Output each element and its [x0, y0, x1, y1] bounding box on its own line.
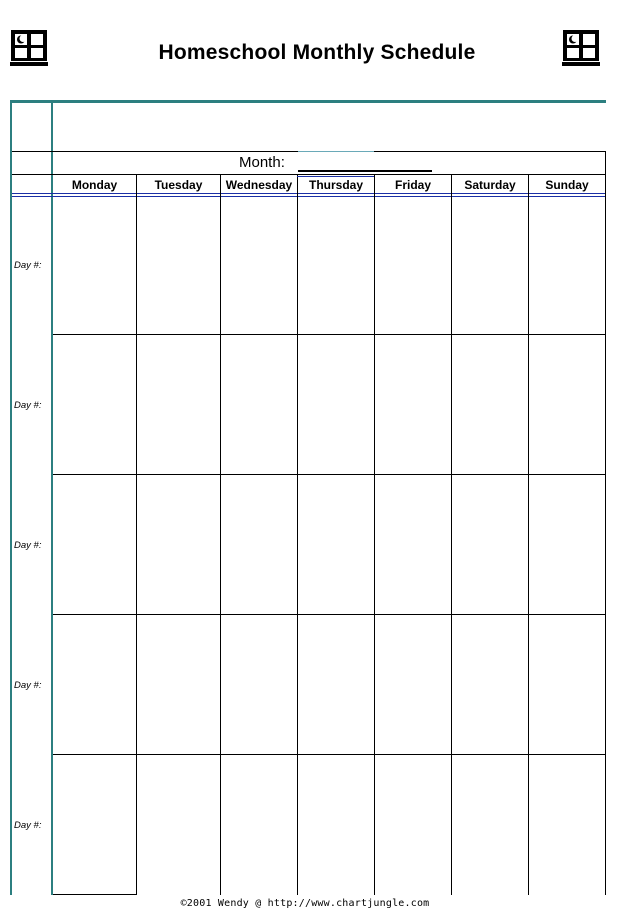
- copyright-footer: ©2001 Wendy @ http://www.chartjungle.com: [180, 898, 430, 909]
- thursday-header-highlight: [297, 176, 374, 177]
- column-divider: [136, 174, 137, 895]
- day-header-tuesday: Tuesday: [154, 178, 203, 192]
- day-header-wednesday: Wednesday: [225, 178, 293, 192]
- label-column-rule: [51, 100, 53, 895]
- header-rule-top: [12, 193, 606, 194]
- day-number-label: Day #:: [14, 680, 42, 691]
- day-header-monday: Monday: [71, 178, 118, 192]
- day-header-thursday: Thursday: [308, 178, 363, 192]
- day-header-friday: Friday: [394, 178, 431, 192]
- table-bottom-line: [53, 894, 136, 895]
- column-divider: [451, 174, 452, 895]
- day-header-sunday: Sunday: [545, 178, 589, 192]
- column-divider: [528, 174, 529, 895]
- column-divider: [220, 174, 221, 895]
- month-label: Month:: [239, 154, 285, 171]
- month-accent-line: [298, 151, 374, 152]
- day-number-label: Day #:: [14, 260, 42, 271]
- day-number-label: Day #:: [14, 820, 42, 831]
- top-rule: [10, 100, 606, 103]
- day-number-label: Day #:: [14, 400, 42, 411]
- table-right-border: [605, 151, 606, 895]
- day-header-saturday: Saturday: [464, 178, 516, 192]
- header-rule-bottom: [12, 196, 606, 197]
- day-number-label: Day #:: [14, 540, 42, 551]
- column-divider: [374, 174, 375, 895]
- column-divider: [297, 174, 298, 895]
- page-title: Homeschool Monthly Schedule: [158, 41, 476, 64]
- month-row-bottom-line: [12, 174, 606, 175]
- left-rule: [10, 100, 12, 895]
- month-field[interactable]: [298, 170, 432, 172]
